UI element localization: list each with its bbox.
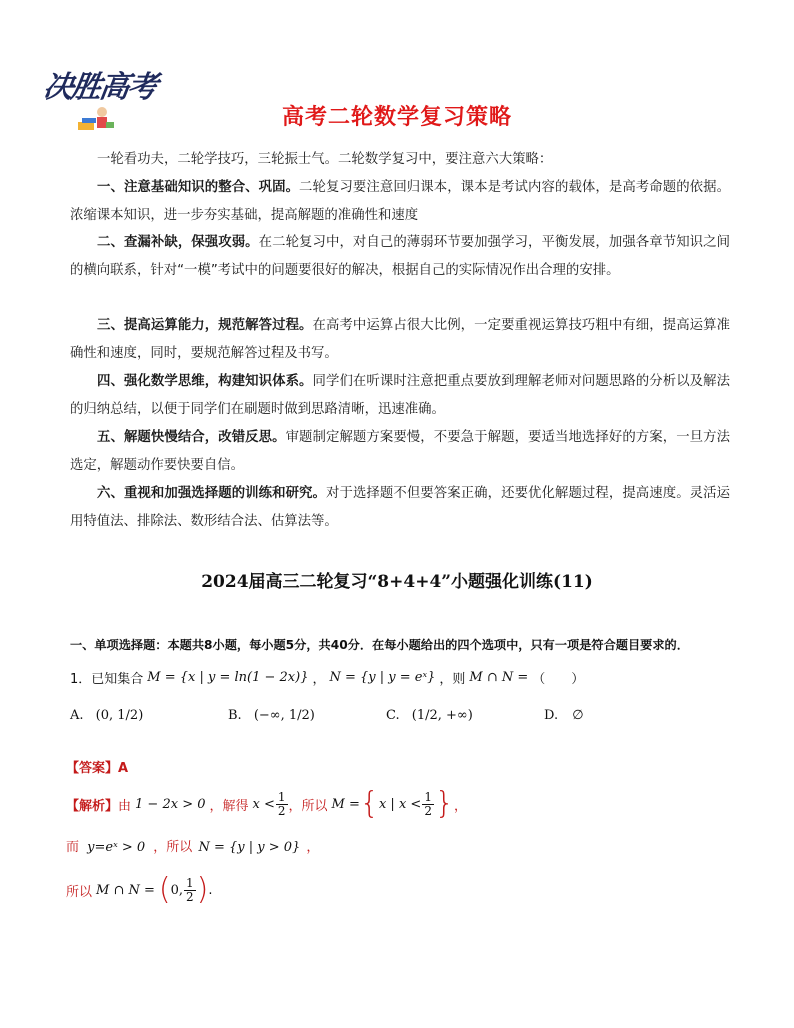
solution-line-3: 所以 M ∩ N = ( 0, $\frac{1}{2}$ ) . [66, 872, 213, 907]
solution-line-2: 而 y=eˣ > 0 ，所以 N = {y | y > 0} ， [66, 840, 320, 855]
section-instructions: 一、单项选择题：本题共8小题，每小题5分，共40分．在每小题给出的四个选项中，只有一项是符合题目要求的． [70, 638, 689, 652]
training-title: 2024届高三二轮复习“8+4+4”小题强化训练(11) [201, 572, 593, 592]
set-m: M = {x | y = ln(1 − 2x)} [147, 669, 309, 685]
strategy-title: 高考二轮数学复习策略 [281, 105, 512, 130]
solution-line-1: 【解析】 由 1 − 2x > 0 ，解得 x < $\frac{1}{2}$ ，所以 M = { x | x < $\frac{1}{2}$ } ， [66, 786, 468, 821]
strategy-intro: 一轮看功夫，二轮学技巧，三轮振士气。二轮数学复习中，要注意六大策略： [97, 152, 553, 167]
strategy-item-6: 六、重视和加强选择题的训练和研究。对于选择题不但要答案正确，还要优化解题过程，提高速度。灵活运用特值法、排除法、数形结合法、估算法等。 [70, 486, 731, 529]
option-d[interactable]: D. ∅ [544, 708, 584, 723]
strategy-item-3: 三、提高运算能力，规范解答过程。在高考中运算占很大比例，一定要重视运算技巧粗中有细，提高运算准确性和速度，同时，要规范解答过程及书写。 [70, 318, 730, 361]
question-1: 1．已知集合 M = {x | y = ln(1 − 2x)} ， N = {y | y = eˣ} ，则 M ∩ N = （ ） [70, 669, 585, 687]
logo-text: 决胜高考 [41, 70, 158, 105]
strategy-item-4: 四、强化数学思维，构建知识体系。同学们在听课时注意把重点要放到理解老师对问题思路的分析以及解法的归纳总结，以便于同学们在刷题时做到思路清晰，迅速准确。 [70, 374, 730, 417]
answer: 【答案】A [66, 761, 129, 776]
strategy-item-5: 五、解题快慢结合，改错反思。审题制定解题方案要慢，不要急于解题，要适当地选择好的方案，一旦方法选定，解题动作要快要自信。 [70, 430, 730, 473]
strategy-item-2: 二、查漏补缺，保强攻弱。在二轮复习中，对自己的薄弱环节要加强学习，平衡发展，加强各章节知识之间的横向联系，针对“一模”考试中的问题要很好的解决，根据自己的实际情况作出合理的安排。 [70, 235, 731, 278]
set-n: N = {y | y = eˣ} [329, 669, 436, 685]
option-a[interactable]: A. (0, 1/2) [70, 708, 144, 723]
option-c[interactable]: C. (1/2, +∞) [386, 708, 473, 723]
option-b[interactable]: B. (−∞, 1/2) [228, 708, 315, 723]
strategy-item-1: 一、注意基础知识的整合、巩固。二轮复习要注意回归课本，课本是考试内容的载体，是高考命题的依据。浓缩课本知识，进一步夯实基础，提高解题的准确性和速度 [70, 180, 730, 223]
